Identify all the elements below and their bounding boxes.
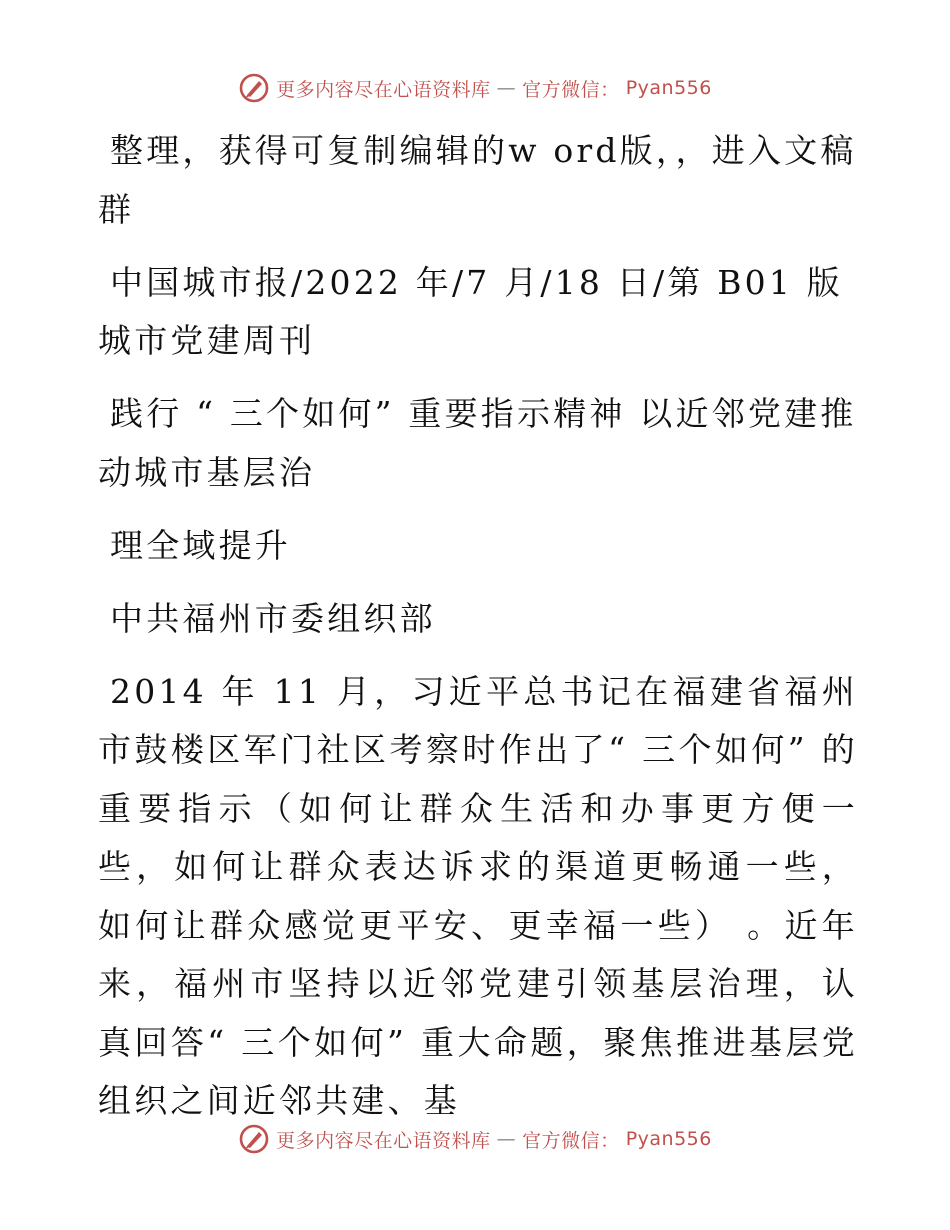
- article-title-line-1: 践行 “ 三个如何” 重要指示精神 以近邻党建推动城市基层治: [98, 394, 857, 492]
- article-title-line-2: 理全域提升: [110, 525, 291, 565]
- watermark-brand: 更多内容尽在心语资料库: [276, 78, 491, 101]
- intro-note: 整理，获得可复制编辑的w ord版，，进入文稿群: [98, 131, 857, 229]
- watermark-wechat-id: Pyan556: [625, 77, 712, 99]
- body-paragraph: 2014 年 11 月，习近平总书记在福建省福州市鼓楼区军门社区考察时作出了“ 三个如何” 的重要指示（如何让群众生活和办事更方便一些，如何让群众表达诉求的渠道更畅通一些，如何让群众感觉更平安、更幸福一些） 。近年来，福州市坚持以近邻党建引领基层治理，认真回答“ 三个如何” 重大命题，聚焦推进基层党组织之间近邻共建、基: [98, 671, 858, 1120]
- quill-pen-logo-icon: [238, 72, 270, 104]
- watermark-wechat-label: 官方微信：: [522, 1129, 620, 1152]
- watermark-wechat-label: 官方微信：: [522, 78, 620, 101]
- quill-pen-logo-icon: [238, 1123, 270, 1155]
- footer-watermark: [0, 1123, 950, 1155]
- watermark-separator: —: [496, 1128, 517, 1150]
- author-line: 中共福州市委组织部: [110, 598, 436, 638]
- watermark-brand: 更多内容尽在心语资料库: [276, 1129, 491, 1152]
- watermark-separator: —: [496, 77, 517, 99]
- watermark-wechat-id: Pyan556: [625, 1128, 712, 1150]
- document-body: [98, 122, 858, 1145]
- source-line: 中国城市报/2022 年/7 月/18 日/第 B01 版城市党建周刊: [98, 262, 843, 360]
- header-watermark: [0, 72, 950, 104]
